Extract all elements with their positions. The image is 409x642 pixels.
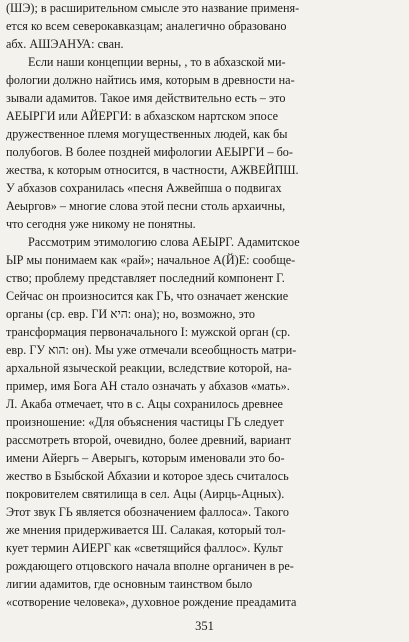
text-line: покровителем святилища в сел. Ацы (Аирць-Ацных). [6, 487, 285, 501]
text-line: архальной языческой реакции, вследствие которой, на- [6, 361, 292, 375]
text-line: Этот звук ГЬ является обозначением фаллоса». Такого [6, 505, 289, 519]
text-line: ется ко всем северокавказцам; аналегично образовано [6, 19, 287, 33]
text-line: Рассмотрим этимологию слова АЕЫРГ. Адамитское [28, 235, 300, 249]
text-line: абх. АШЭАНУА: сван. [6, 37, 124, 51]
text-line: полубогов. В более поздней мифологии АЕЫРГИ – бо- [6, 145, 293, 159]
text-line: трансформация первоначального Ӏ: мужской орган (ср. [6, 325, 291, 339]
text-line: пример, имя Бога АН стало означать у абхазов «мать». [6, 379, 290, 393]
text-line: евр. ГУ הוא: он). Мы уже отмечали всеобщность матри- [6, 343, 297, 357]
page-number: 351 [195, 619, 214, 633]
text-line: Если наши концепции верны, , то в абхазской ми- [28, 55, 286, 69]
text-line: же мнения придерживается Ш. Салакая, который тол- [6, 523, 286, 537]
text-line: (ШЭ); в расширительном смысле это название применя- [6, 1, 300, 15]
text-line: Сейчас он произносится как ГЬ, что означает женские [6, 289, 289, 303]
text-line: Аеыргов» – многие слова этой песни столь архаичны, [6, 199, 286, 213]
text-line: Л. Акаба отмечает, что в с. Ацы сохранилось древнее [6, 397, 283, 411]
text-line: что сегодня уже никому не понятны. [6, 217, 196, 231]
text-line: дружественное племя могущественных людей, как бы [6, 127, 288, 141]
text-line: кует термин АИЕРГ как «светящийся фаллос». Культ [6, 541, 283, 555]
text-line: жество в Бзыбской Абхазии и которое здесь считалось [6, 469, 289, 483]
text-line: фологии должно найтись имя, которым в древности на- [6, 73, 295, 87]
text-line: произношение: «Для объяснения частицы ГЬ следует [6, 415, 284, 429]
text-line: ЫР мы понимаем как «рай»; начальное А(Й)Е: сообще- [6, 253, 296, 267]
text-line: У абхазов сохранилась «песня Ажвейпша о подвигах [6, 181, 282, 195]
page [6, 0, 404, 642]
text-line: органы (ср. евр. ГИ היא: она); но, возможно, это [6, 307, 255, 321]
text-line: ство; проблему представляет последний компонент Г. [6, 271, 285, 285]
text-line: АЕЫРГИ или АЙЕРГИ: в абхазском нартском эпосе [6, 109, 279, 123]
text-line: имени Айергь – Аверыгь, которым именовали это бо- [6, 451, 285, 465]
text-line: лигии адамитов, где основным таинством было [6, 577, 253, 591]
text-line: жества, к которым относится, в частности, АЖВЕЙПШ. [6, 163, 299, 177]
text-line: рождающего отцовского начала вполне органичен в ре- [6, 559, 294, 573]
text-line: рассмотреть второй, очевидно, более древний, вариант [6, 433, 291, 447]
text-line: «сотворение человека», духовное рождение преадамита [6, 595, 297, 609]
text-line: зывали адамитов. Такое имя действительно есть – это [6, 91, 286, 105]
